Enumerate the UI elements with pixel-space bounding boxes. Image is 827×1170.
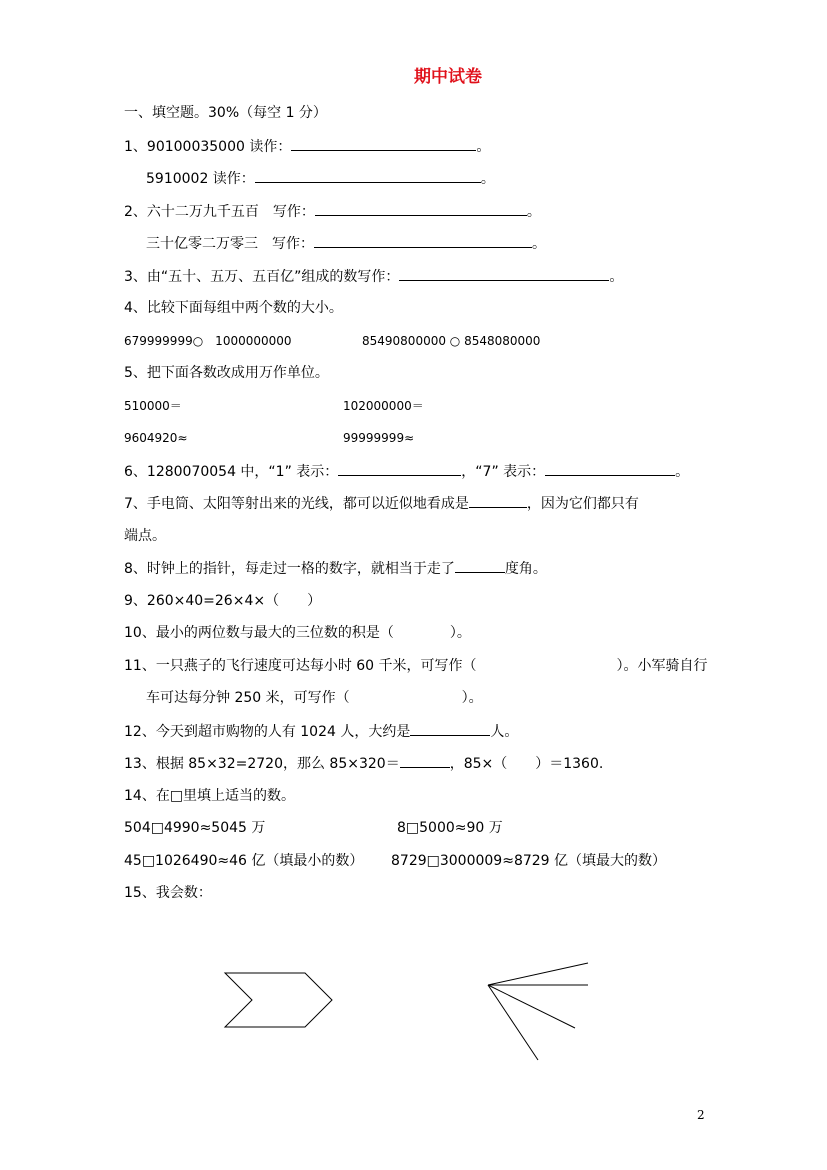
arrow-shape-figure (225, 973, 332, 1027)
question-6: 6、1280070054 中，“1” 表示： ，“7” 表示： 。 (124, 461, 689, 482)
convert-item: 510000＝ (124, 399, 182, 413)
question-2a-text: 2、六十二万九千五百 写作： (124, 204, 315, 220)
question-14: 14、在□里填上适当的数。 (124, 788, 296, 804)
convert-item: 99999999≈ (343, 431, 415, 445)
question-1b: 5910002 读作： 。 (146, 168, 495, 189)
convert-item: 9604920≈ (124, 431, 188, 445)
answer-blank[interactable] (291, 136, 476, 151)
question-3-text: 3、由“五十、五万、五百亿”组成的数写作： (124, 269, 400, 285)
answer-blank[interactable] (410, 721, 490, 736)
question-2b: 三十亿零二万零三 写作： 。 (146, 233, 546, 254)
page-title: 期中试卷 (414, 67, 482, 87)
section-heading: 一、填空题。30%（每空 1 分） (124, 105, 327, 121)
question-8: 8、时钟上的指针，每走过一格的数字，就相当于走了 度角。 (124, 558, 547, 579)
fill-item: 8729□3000009≈8729 亿（填最大的数） (391, 853, 667, 869)
answer-blank[interactable] (469, 493, 527, 508)
question-11: 11、一只燕子的飞行速度可达每小时 60 千米，可写作（ ）。小军骑自行 (124, 658, 708, 674)
answer-blank[interactable] (255, 168, 481, 183)
question-11-cont: 车可达每分钟 250 米，可写作（ ）。 (146, 690, 483, 706)
question-5: 5、把下面各数改成用万作单位。 (124, 365, 329, 381)
question-6-text: 6、1280070054 中，“1” 表示： (124, 464, 339, 480)
question-2a: 2、六十二万九千五百 写作： 。 (124, 201, 541, 222)
question-8-text: 8、时钟上的指针，每走过一格的数字，就相当于走了 (124, 561, 455, 577)
question-13: 13、根据 85×32=2720，那么 85×320＝ ，85×（ ）＝1360. (124, 753, 603, 774)
question-9: 9、260×40=26×4×（ ） (124, 593, 322, 609)
angles-figure (488, 963, 588, 1060)
question-10: 10、最小的两位数与最大的三位数的积是（ ）。 (124, 625, 471, 641)
answer-blank[interactable] (314, 233, 532, 248)
question-13-text: 13、根据 85×32=2720，那么 85×320＝ (124, 756, 400, 772)
question-1b-text: 5910002 读作： (146, 171, 255, 187)
convert-item: 102000000＝ (343, 399, 424, 413)
fill-item: 8□5000≈90 万 (397, 820, 503, 836)
compare-right: 85490800000 ○ 8548080000 (362, 334, 541, 348)
question-15: 15、我会数： (124, 885, 212, 901)
answer-blank[interactable] (400, 753, 450, 768)
answer-blank[interactable] (455, 558, 505, 573)
question-7-text: 7、手电筒、太阳等射出来的光线，都可以近似地看成是 (124, 496, 469, 512)
page-number: 2 (697, 1108, 705, 1122)
answer-blank[interactable] (399, 266, 609, 281)
question-12: 12、今天到超市购物的人有 1024 人，大约是 人。 (124, 721, 518, 742)
question-3: 3、由“五十、五万、五百亿”组成的数写作： 。 (124, 266, 623, 287)
answer-blank[interactable] (545, 461, 675, 476)
compare-left: 679999999○ 1000000000 (124, 334, 292, 348)
question-4: 4、比较下面每组中两个数的大小。 (124, 300, 343, 316)
answer-blank[interactable] (338, 461, 461, 476)
question-7: 7、手电筒、太阳等射出来的光线，都可以近似地看成是 ，因为它们都只有 (124, 493, 639, 514)
fill-item: 504□4990≈5045 万 (124, 820, 266, 836)
answer-blank[interactable] (315, 201, 527, 216)
question-2b-text: 三十亿零二万零三 写作： (146, 236, 314, 252)
fill-item: 45□1026490≈46 亿（填最小的数） (124, 853, 364, 869)
question-1a: 1、90100035000 读作： 。 (124, 136, 490, 157)
question-12-text: 12、今天到超市购物的人有 1024 人，大约是 (124, 724, 411, 740)
question-1a-text: 1、90100035000 读作： (124, 139, 292, 155)
question-7-cont: 端点。 (124, 528, 166, 544)
